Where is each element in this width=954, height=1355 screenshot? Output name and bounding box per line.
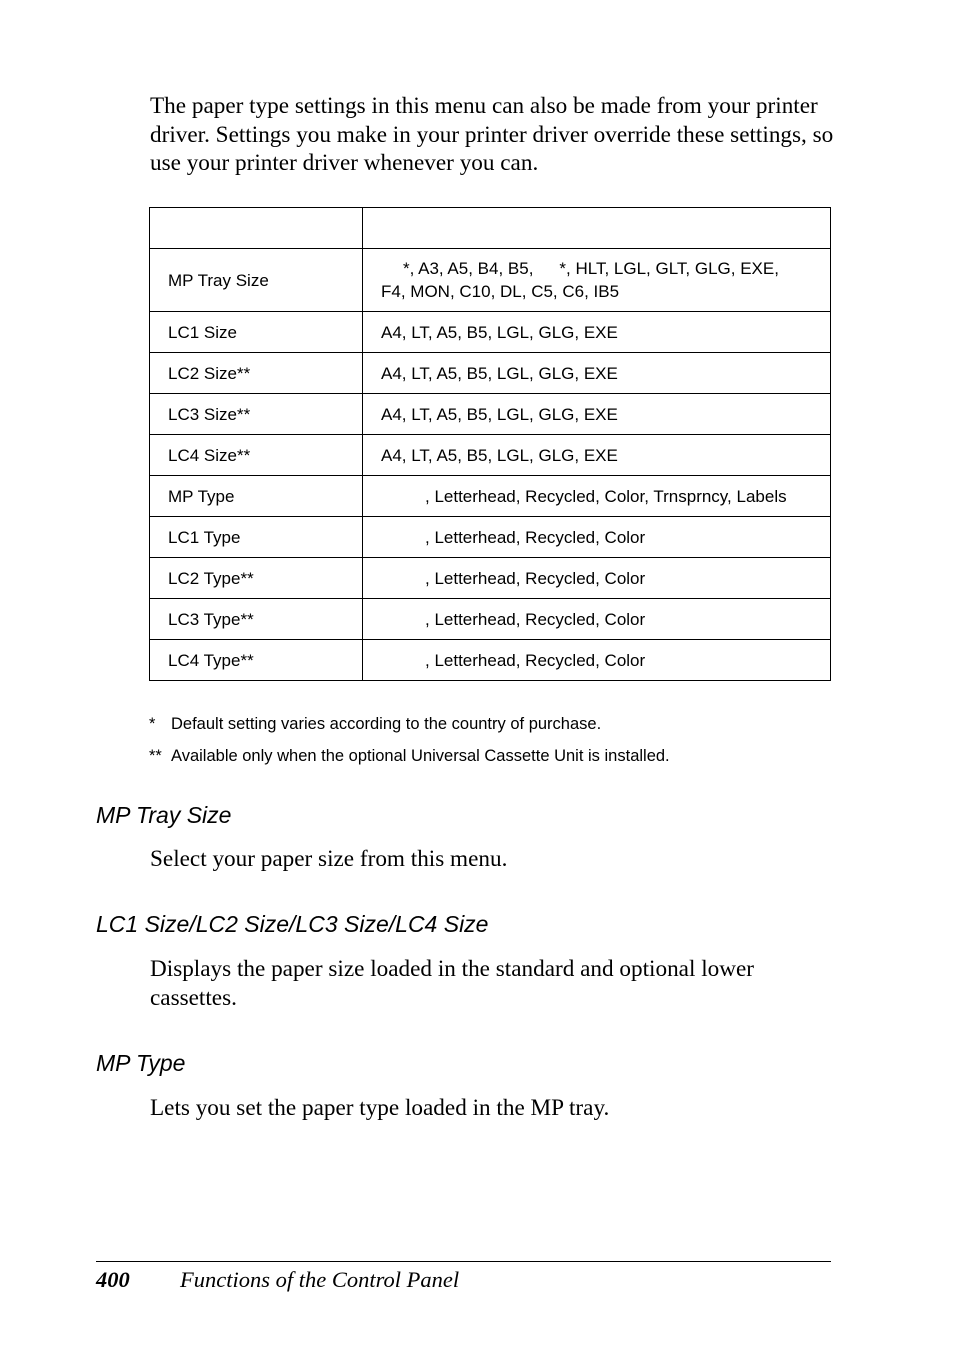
table-row [150, 640, 831, 681]
settings-text: F4, MON, C10, DL, C5, C6, IB5 [381, 282, 620, 301]
table-row [150, 353, 831, 394]
row-settings [363, 249, 831, 312]
row-item: LC3 Type** [150, 599, 363, 640]
footnote-mark: ** [149, 747, 162, 765]
settings-text: , Letterhead, Recycled, Color [425, 527, 646, 547]
header-cell-item [150, 208, 363, 249]
row-settings [363, 640, 831, 681]
section-body-lc-size: Displays the paper size loaded in the standard and optional lower cassettes. [150, 956, 754, 1011]
footnote [149, 740, 839, 772]
row-item: LC4 Type** [150, 640, 363, 681]
row-item: LC2 Size** [150, 353, 363, 394]
table-header-row [150, 208, 831, 249]
table-row [150, 476, 831, 517]
page-number: 400 [96, 1267, 130, 1292]
row-item: MP Type [150, 476, 363, 517]
paper-settings-table [149, 207, 831, 681]
row-settings: A4, LT, A5, B5, LGL, GLG, EXE [363, 312, 831, 353]
section-body-mp-type: Lets you set the paper type loaded in the MP tray. [150, 1095, 610, 1121]
row-item: LC1 Type [150, 517, 363, 558]
section-heading-mp-type: MP Type [96, 1050, 186, 1076]
header-cell-settings [363, 208, 831, 249]
row-item: LC4 Size** [150, 435, 363, 476]
row-settings [363, 599, 831, 640]
table-row [150, 249, 831, 312]
footnote-mark: * [149, 715, 156, 733]
row-item: MP Tray Size [150, 249, 363, 312]
intro-paragraph: The paper type settings in this menu can also be made from your printer driver. Settings you make in your printer driver override these settings, so use your printer driver whenever you can. [150, 93, 834, 176]
settings-text: , Letterhead, Recycled, Color [425, 609, 646, 629]
settings-text: , Letterhead, Recycled, Color, Trnsprncy, Labels [425, 486, 787, 506]
row-item: LC3 Size** [150, 394, 363, 435]
table-row [150, 599, 831, 640]
row-item: LC2 Type** [150, 558, 363, 599]
footnote-text: Default setting varies according to the country of purchase. [171, 715, 602, 733]
table-footnotes [149, 708, 839, 772]
settings-text: , Letterhead, Recycled, Color [425, 568, 646, 588]
row-settings [363, 476, 831, 517]
footer-divider [96, 1261, 831, 1262]
table-row [150, 558, 831, 599]
row-settings: A4, LT, A5, B5, LGL, GLG, EXE [363, 353, 831, 394]
settings-text: , Letterhead, Recycled, Color [425, 650, 646, 670]
table-row [150, 435, 831, 476]
table-row [150, 394, 831, 435]
section-heading-lc-size: LC1 Size/LC2 Size/LC3 Size/LC4 Size [96, 911, 489, 937]
settings-text: *, HLT, LGL, GLT, GLG, EXE, [559, 259, 779, 278]
footnote-text: Available only when the optional Universal Cassette Unit is installed. [171, 747, 670, 765]
row-settings: A4, LT, A5, B5, LGL, GLG, EXE [363, 435, 831, 476]
chapter-title: Functions of the Control Panel [180, 1267, 460, 1292]
row-settings [363, 558, 831, 599]
row-settings: A4, LT, A5, B5, LGL, GLG, EXE [363, 394, 831, 435]
row-settings [363, 517, 831, 558]
settings-text: *, A3, A5, B4, B5, [403, 259, 534, 278]
row-item: LC1 Size [150, 312, 363, 353]
footnote [149, 708, 839, 740]
section-heading-mp-tray-size: MP Tray Size [96, 802, 232, 828]
page-footer [96, 1266, 459, 1294]
table-row [150, 517, 831, 558]
table-row [150, 312, 831, 353]
section-body-mp-tray-size: Select your paper size from this menu. [150, 846, 508, 872]
